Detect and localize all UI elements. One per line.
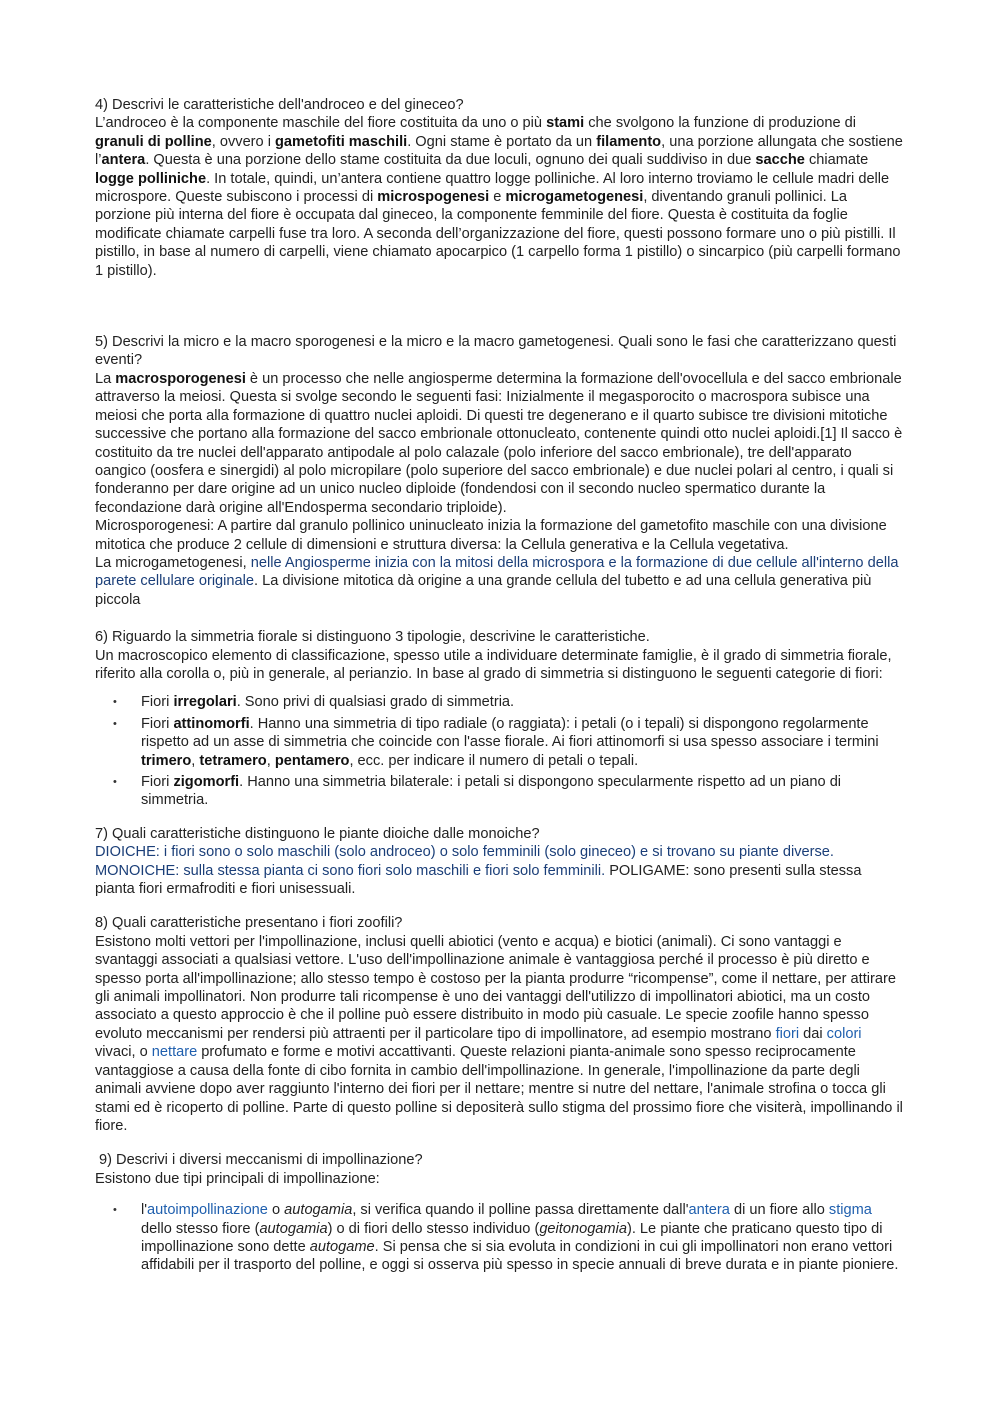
bullet-icon: • (113, 696, 117, 709)
bullet-icon: • (113, 717, 117, 730)
answer-4: L’androceo è la componente maschile del fiore costituita da uno o più stami che svolgono la funzione di produzione di granuli di polline, ovvero i gametofiti maschili. Ogni stame è portato da un filamento, una porzione allungata che sostiene l’antera. Questa è una porzione dello stame costituita da due loculi, ognuno dei quali suddiviso in due sacche chiamate logge polliniche. In totale, quindi, un’antera contiene quattro logge polliniche. Al loro interno troviamo le cellule madri delle microspore. Queste subiscono i processi di microspogenesi e microgametogenesi, diventando granuli pollinici. La porzione più interna del fiore è occupata dal gineceo, la componente femminile del fiore. Questa è costituita da foglie modificate chiamate carpelli fuse tra loro. A seconda dell’organizzazione del fiore, questi possono formare uno o più pistilli. Il pistillo, in base al numero di carpelli, viene chiamato apocarpico (1 carpello forma 1 pistillo) o sincarpico (più carpelli formano 1 pistillo). (95, 115, 903, 279)
answer-5-macrosporogenesi: La macrosporogenesi è un processo che nelle angiosperme determina la formazione dell'ovocellula e del sacco embrionale attraverso la meiosi. Questa si svolge secondo le seguenti fasi: Inizialmente il megasporocito o macrospora subisce una meiosi che porta alla formazione di quattro nuclei aploidi. Di questi tre degenerano e il quarto subisce tre divisioni mitotiche successive che portano alla formazione del sacco embrionale ottonucleato, contenente quindi otto nuclei aploidi.[1] Il sacco è costituito da tre nuclei dell'apparato antipodale al polo calazale (polo inferiore del sacco embrionale), tre dell'apparato oangico (oosfera e sinergidi) al polo micropilare (polo superiore del sacco embrionale) e due nuclei polari al centro, i quali si fonderanno per dare origine ad un unico nucleo diploide (fondendosi con il secondo nucleo spermatico durante la fecondazione darà origine all'Endosperma secondario triploide). (95, 370, 903, 516)
section-sporogenesi-gametogenesi (95, 333, 904, 609)
section-fiori-zoofili (95, 914, 904, 1135)
question-5: 5) Descrivi la micro e la macro sporogenesi e la micro e la macro gametogenesi. Quali sono le fasi che caratterizzano questi eventi? (95, 334, 897, 369)
highlighted-text: nelle Angiosperme inizia con la mitosi della microspora e la formazione di due cellule all'interno della parete cellulare originale (95, 554, 899, 590)
highlighted-text: DIOICHE: i fiori sono o solo maschili (solo androceo) o solo femminili (solo gineceo) e si trovano su piante diverse. MONOICHE: sulla stessa pianta ci sono fiori solo maschili e fiori solo femminili. (95, 844, 834, 879)
list-item-attinomorfi: • Fiori attinomorfi. Hanno una simmetria di tipo radiale (o raggiata): i petali (o i tepali) si dispongono regolarmente rispetto ad un asse di simmetria che coincide con l'asse fiorale. Ai fiori attinomorfi si usa spesso associare i termini trimero, tetramero, pentamero, ecc. per indicare il numero di petali o tepali. (113, 715, 879, 769)
answer-6-intro: Un macroscopico elemento di classificazione, spesso utile a individuare determinate famiglie, è il grado di simmetria fiorale, riferito alla corolla o, più in generale, al perianzio. In base al grado di simmetria si distinguono le seguenti categorie di fiori: (95, 647, 892, 682)
section-meccanismi-impollinazione (95, 1151, 904, 1274)
question-4: 4) Descrivi le caratteristiche dell'androceo e del gineceo? (95, 97, 464, 113)
link-nettare[interactable]: nettare (151, 1044, 198, 1061)
symmetry-list (95, 693, 904, 809)
bullet-icon: • (113, 1204, 117, 1217)
answer-7: DIOICHE: i fiori sono o solo maschili (solo androceo) o solo femminili (solo gineceo) e si trovano su piante diverse. MONOICHE: sulla stessa pianta ci sono fiori solo maschili e fiori solo femminili. POLIGAME: sono presenti sulla stessa pianta fiori ermafroditi e fiori unisessuali. (95, 844, 862, 898)
link-colori[interactable]: colori (826, 1025, 862, 1042)
list-item-zigomorfi: • Fiori zigomorfi. Hanno una simmetria bilaterale: i petali si dispongono specularmente rispetto ad un piano di simmetria. (113, 774, 842, 809)
link-antera[interactable]: antera (688, 1202, 730, 1219)
link-stigma[interactable]: stigma (828, 1202, 872, 1219)
section-androceo-gineceo (95, 96, 904, 280)
question-8: 8) Quali caratteristiche presentano i fiori zoofili? (95, 915, 403, 932)
list-item-irregolari: • Fiori irregolari. Sono privi di qualsiasi grado di simmetria. (113, 694, 515, 711)
section-simmetria-fiorale (95, 628, 904, 810)
pollination-list (95, 1201, 904, 1275)
answer-5-microgametogenesi: La microgametogenesi, nelle Angiosperme inizia con la mitosi della microspora e la formazione di due cellule all'interno della parete cellulare originale. La divisione mitotica dà origine a una grande cellula del tubetto e ad una cellula generativa più piccola (95, 554, 899, 608)
list-item-autoimpollinazione: • l'autoimpollinazione o autogamia, si verifica quando il polline passa direttamente dall'antera di un fiore allo stigma dello stesso fiore (autogamia) o di fiori dello stesso individuo (geitonogamia). Le piante che praticano questo tipo di impollinazione sono dette autogame. Si pensa che si sia evoluta in condizioni in cui gli impollinatori non erano vettori affidabili per il trasporto del polline, e oggi si osserva più spesso in specie annuali di breve durata e in piante pioniere. (113, 1202, 899, 1274)
answer-8: Esistono molti vettori per l'impollinazione, inclusi quelli abiotici (vento e acqua) e biotici (animali). Ci sono vantaggi e svantaggi associati a qualsiasi vettore. L'uso dell'impollinazione animale è vantaggiosa perché il processo è più diretto e spesso porta all'impollinazione; allo stesso tempo è costoso per la pianta produrre “ricompense”, come il nettare, per attirare gli animali impollinatori. Non produrre tali ricompense è uno dei vantaggi dell'utilizzo di impollinatori abiotici, ma un costo associato a questo approccio è che il polline può essere distribuito in modo più casuale. Le specie zoofile hanno spesso evoluto meccanismi per rendersi più attraenti per il particolare tipo di impollinatore, ad esempio mostrano fiori dai colori vivaci, o nettare profumato e forme e motivi accattivanti. Queste relazioni pianta-animale sono spesso reciprocamente vantaggiose a causa della fonte di cibo fornita in cambio dell'impollinazione. In generale, l'impollinazione da parte degli animali avviene dopo aver raggiunto l'interno dei fiori per il nettare; mentre si nutre del nettare, l'animale strofina o tocca gli stami ed è ricoperto di polline. Parte di questo polline si depositerà sullo stigma del prossimo fiore che visiterà, impollinando il fiore. (95, 933, 903, 1134)
link-fiori[interactable]: fiori (775, 1025, 800, 1042)
answer-9-intro: Esistono due tipi principali di impollinazione: (95, 1170, 380, 1187)
section-dioiche-monoiche (95, 825, 904, 899)
link-autoimpollinazione[interactable]: autoimpollinazione (147, 1202, 268, 1219)
question-6: 6) Riguardo la simmetria fiorale si distinguono 3 tipologie, descrivine le caratteristiche. (95, 629, 650, 646)
answer-5-microsporogenesi: Microsporogenesi: A partire dal granulo pollinico uninucleato inizia la formazione del gametofito maschile con una divisione mitotica che produce 2 cellule di dimensioni e struttura diversa: la Cellula generativa e la Cellula vegetativa. (95, 518, 887, 553)
question-7: 7) Quali caratteristiche distinguono le piante dioiche dalle monoiche? (95, 825, 540, 842)
bullet-icon: • (113, 776, 117, 788)
question-9: 9) Descrivi i diversi meccanismi di impollinazione? (99, 1152, 423, 1169)
